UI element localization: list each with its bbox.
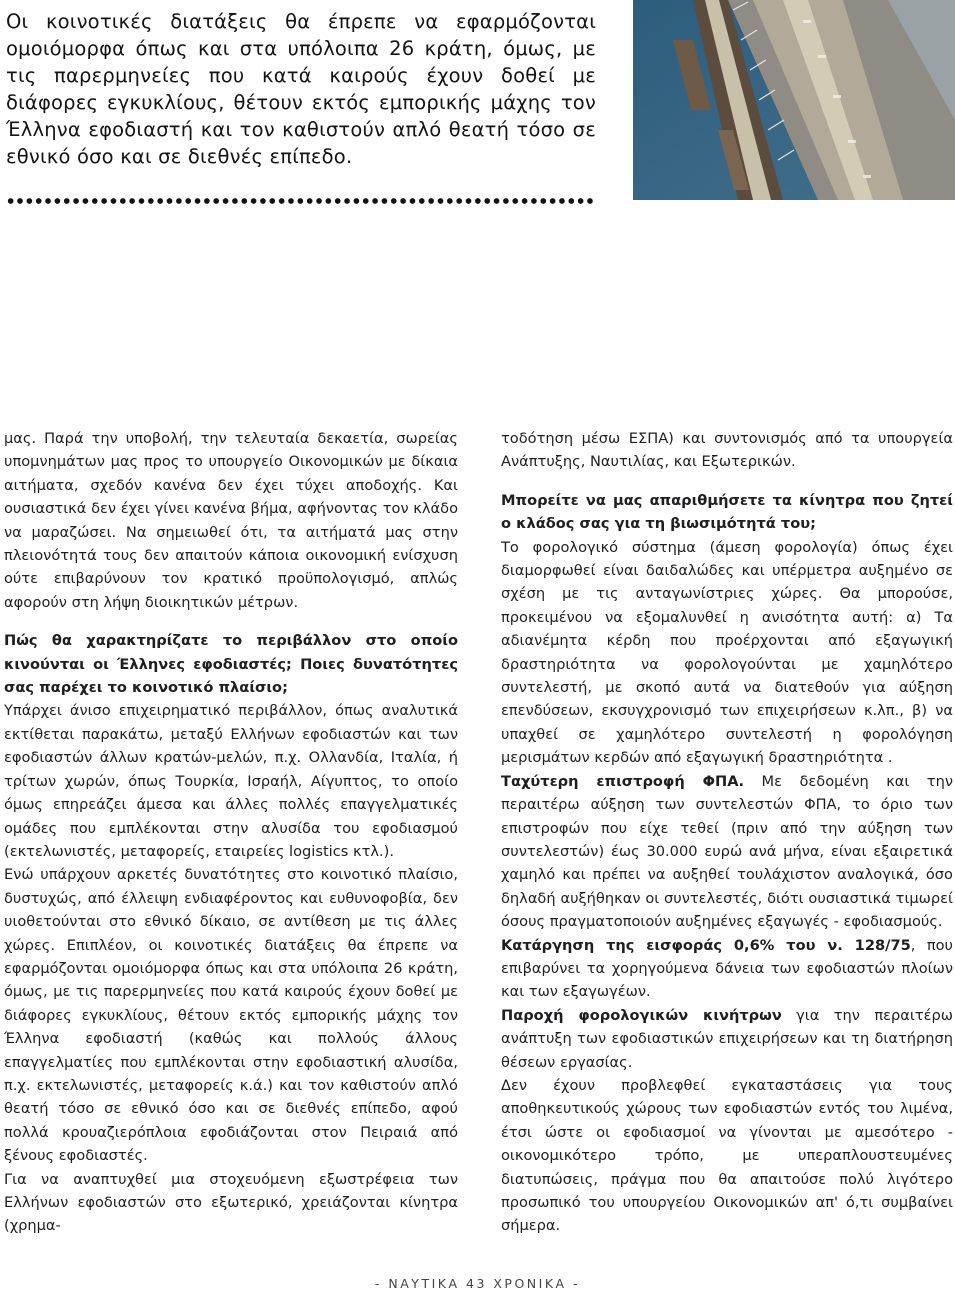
- interview-question: Μπορείτε να μας απαριθμήσετε τα κίνητρα που ζητεί ο κλάδος σας για τη βιωσιμότητά του;: [501, 491, 953, 533]
- paragraph: Υπάρχει άνισο επιχειρηματικό περιβάλλον, όπως αναλυτικά εκτίθεται παρακάτω, μεταξύ Ελλήνων εφοδιαστών και των εφοδιαστών άλλων κρατών-μελών, π.χ. Ολλανδία, Ιταλία, ή τρίτων χωρών, όπως Τουρκία, Ισραήλ, Αίγυπτος, το οποίο όμως επηρεάζει άμεσα και άλλες πολλές επαγγελματικές ομάδες που εμπλέκονται στην αλυσίδα του εφοδιασμού (εκτελωνιστές, μεταφορείς, εταιρείες logistics κτλ.).: [4, 702, 458, 860]
- paragraph: τοδότηση μέσω ΕΣΠΑ) και συντονισμός από τα υπουργεία Ανάπτυξης, Ναυτιλίας, και Εξωτερικών.: [501, 430, 953, 471]
- pull-quote: Οι κοινοτικές διατάξεις θα έπρεπε να εφαρμόζονται ομοιόμορφα όπως και στα υπόλοιπα 26 κράτη, όμως, με τις παρερμηνείες που κατά καιρούς έχουν δοθεί με διάφορες εγκυκλίους, θέτουν εκτός εμπορικής μάχης τον Έλληνα εφοδιαστή και τον καθιστούν απλό θεατή τόσο σε εθνικό όσο και σε διεθνές επίπεδο.: [6, 10, 596, 168]
- dotted-divider: [6, 196, 596, 206]
- interview-question: Πώς θα χαρακτηρίζατε το περιβάλλον στο οποίο κινούνται οι Έλληνες εφοδιαστές; Ποιες δυνατότητες σας παρέχει το κοινοτικό πλαίσιο;: [4, 632, 458, 697]
- paragraph: μας. Παρά την υποβολή, την τελευταία δεκαετία, σωρείας υπομνημάτων μας προς το υπουργείο Οικονομικών με δίκαια αιτήματα, σχεδόν κανένα δεν έχει τύχει αποδοχής. Και ουσιαστικά δεν έχει γίνει κανένα βήμα, αφήνοντας τον κλάδο να μαραζώσει. Να σημειωθεί ότι, τα αιτήματά μας στην πλειονότητά τους δεν απαιτούν κάποια οικονομική ενίσχυση ούτε επιβαρύνουν τον κρατικό προϋπολογισμό, απλώς αφορούν στη λήψη διοικητικών μέτρων.: [4, 430, 458, 611]
- paragraph: Για να αναπτυχθεί μια στοχευόμενη εξωστρέφεια των Ελλήνων εφοδιαστών στο εξωτερικό, χρειάζονται κίνητρα (χρημα-: [4, 1170, 458, 1235]
- paragraph: Ταχύτερη επιστροφή ΦΠΑ. Με δεδομένη και την περαιτέρω αύξηση των συντελεστών ΦΠΑ, το όριο των επιστροφών που είχε τεθεί (πριν από την αύξηση των συντελεστών) έως 30.000 ευρώ ανά μήνα, είναι εξαιρετικά χαμηλό και πρέπει να αυξηθεί τουλάχιστον αναλογικά, όσο δηλαδή αυξήθηκαν οι συντελεστές, διότι ουσιαστικά τιμωρεί όσους πραγματοποιούν αυξημένες εξαγωγές - εφοδιασμούς.: [501, 772, 953, 931]
- paragraph: Ενώ υπάρχουν αρκετές δυνατότητες στο κοινοτικό πλαίσιο, δυστυχώς, από έλλειψη ενδιαφέροντος και ευθυνοφοβία, δεν υιοθετούνται στο εθνικό δίκαιο, σε αντίθεση με τις άλλες χώρες. Επιπλέον, οι κοινοτικές διατάξεις θα έπρεπε να εφαρμόζονται ομοιόμορφα όπως και στα υπόλοιπα 26 κράτη, όμως, με τις παρερμηνείες που κατά καιρούς έχουν δοθεί με διάφορες εγκυκλίους, θέτουν εκτός εμπορικής μάχης τον Έλληνα εφοδιαστή (καθώς και πολλούς άλλους επαγγελματίες που εμπλέκονται στην εφοδιαστική αλυσίδα, π.χ. εκτελωνιστές, μεταφορείς κ.ά.) και τον καθιστούν απλό θεατή τόσο σε εθνικό όσο και σε διεθνές επίπεδο, αφού πολλά κρουαζιερόπλοια εφοδιάζονται στον Πειραιά από ξένους εφοδιαστές.: [4, 866, 458, 1165]
- paragraph: Κατάργηση της εισφοράς 0,6% του ν. 128/75, που επιβαρύνει τα χορηγούμενα δάνεια των εφοδιαστών πλοίων και των εξαγωγέων.: [501, 936, 954, 1001]
- paragraph: Το φορολογικό σύστημα (άμεση φορολογία) όπως έχει διαμορφωθεί είναι δαιδαλώδες και υπέρμετρα αυξημένο σε σχέση με τις ανταγωνίστριες χώρες. Θα μπορούσε, προκειμένου να εξομαλυνθεί η ανισότητα αυτή: α) Τα αδιανέμητα κέρδη που προέρχονται από εξαγωγική δραστηριότητα να φορολογούνται με χαμηλότερο συντελεστή, με σκοπό αυτά να διατεθούν για αύξηση επενδύσεων, εκσυγχρονισμό των επιχειρήσεων κ.λπ., β) να υπαχθεί σε χαμηλότερο συντελεστή η φορολόγηση μερισμάτων κερδών από εξαγωγική δραστηριότητα .: [501, 538, 953, 767]
- paragraph-lead: Παροχή φορολογικών κινήτρων: [501, 1006, 782, 1024]
- paragraph-lead: Κατάργηση της εισφοράς 0,6% του ν. 128/75: [501, 936, 911, 954]
- paragraph: Παροχή φορολογικών κινήτρων για την περαιτέρω ανάπτυξη των εφοδιαστικών επιχειρήσεων και τη διατήρηση θέσεων εργασίας.: [501, 1006, 953, 1071]
- paragraph: Δεν έχουν προβλεφθεί εγκαταστάσεις για τους αποθηκευτικούς χώρους των εφοδιαστών εντός του λιμένα, έτσι ώστε οι εφοδιασμοί να γίνονται με αμεσότερο - οικονομικότερο τρόπο, με υπεραπλουστευμένες διατυπώσεις, πράγμα που θα απαιτούσε πολύ λιγότερο προσωπικό του υπουργείου Οικονομικών απ' ό,τι συμβαίνει σήμερα.: [501, 1076, 953, 1235]
- article-column-left: [4, 427, 458, 1238]
- article-column-right: [501, 427, 953, 1238]
- page-footer: - ΝΑΥΤΙΚΑ 43 ΧΡΟΝΙΚΑ -: [374, 1276, 581, 1291]
- paragraph-lead: Ταχύτερη επιστροφή ΦΠΑ.: [501, 772, 745, 790]
- port-aerial-photo: [633, 0, 955, 200]
